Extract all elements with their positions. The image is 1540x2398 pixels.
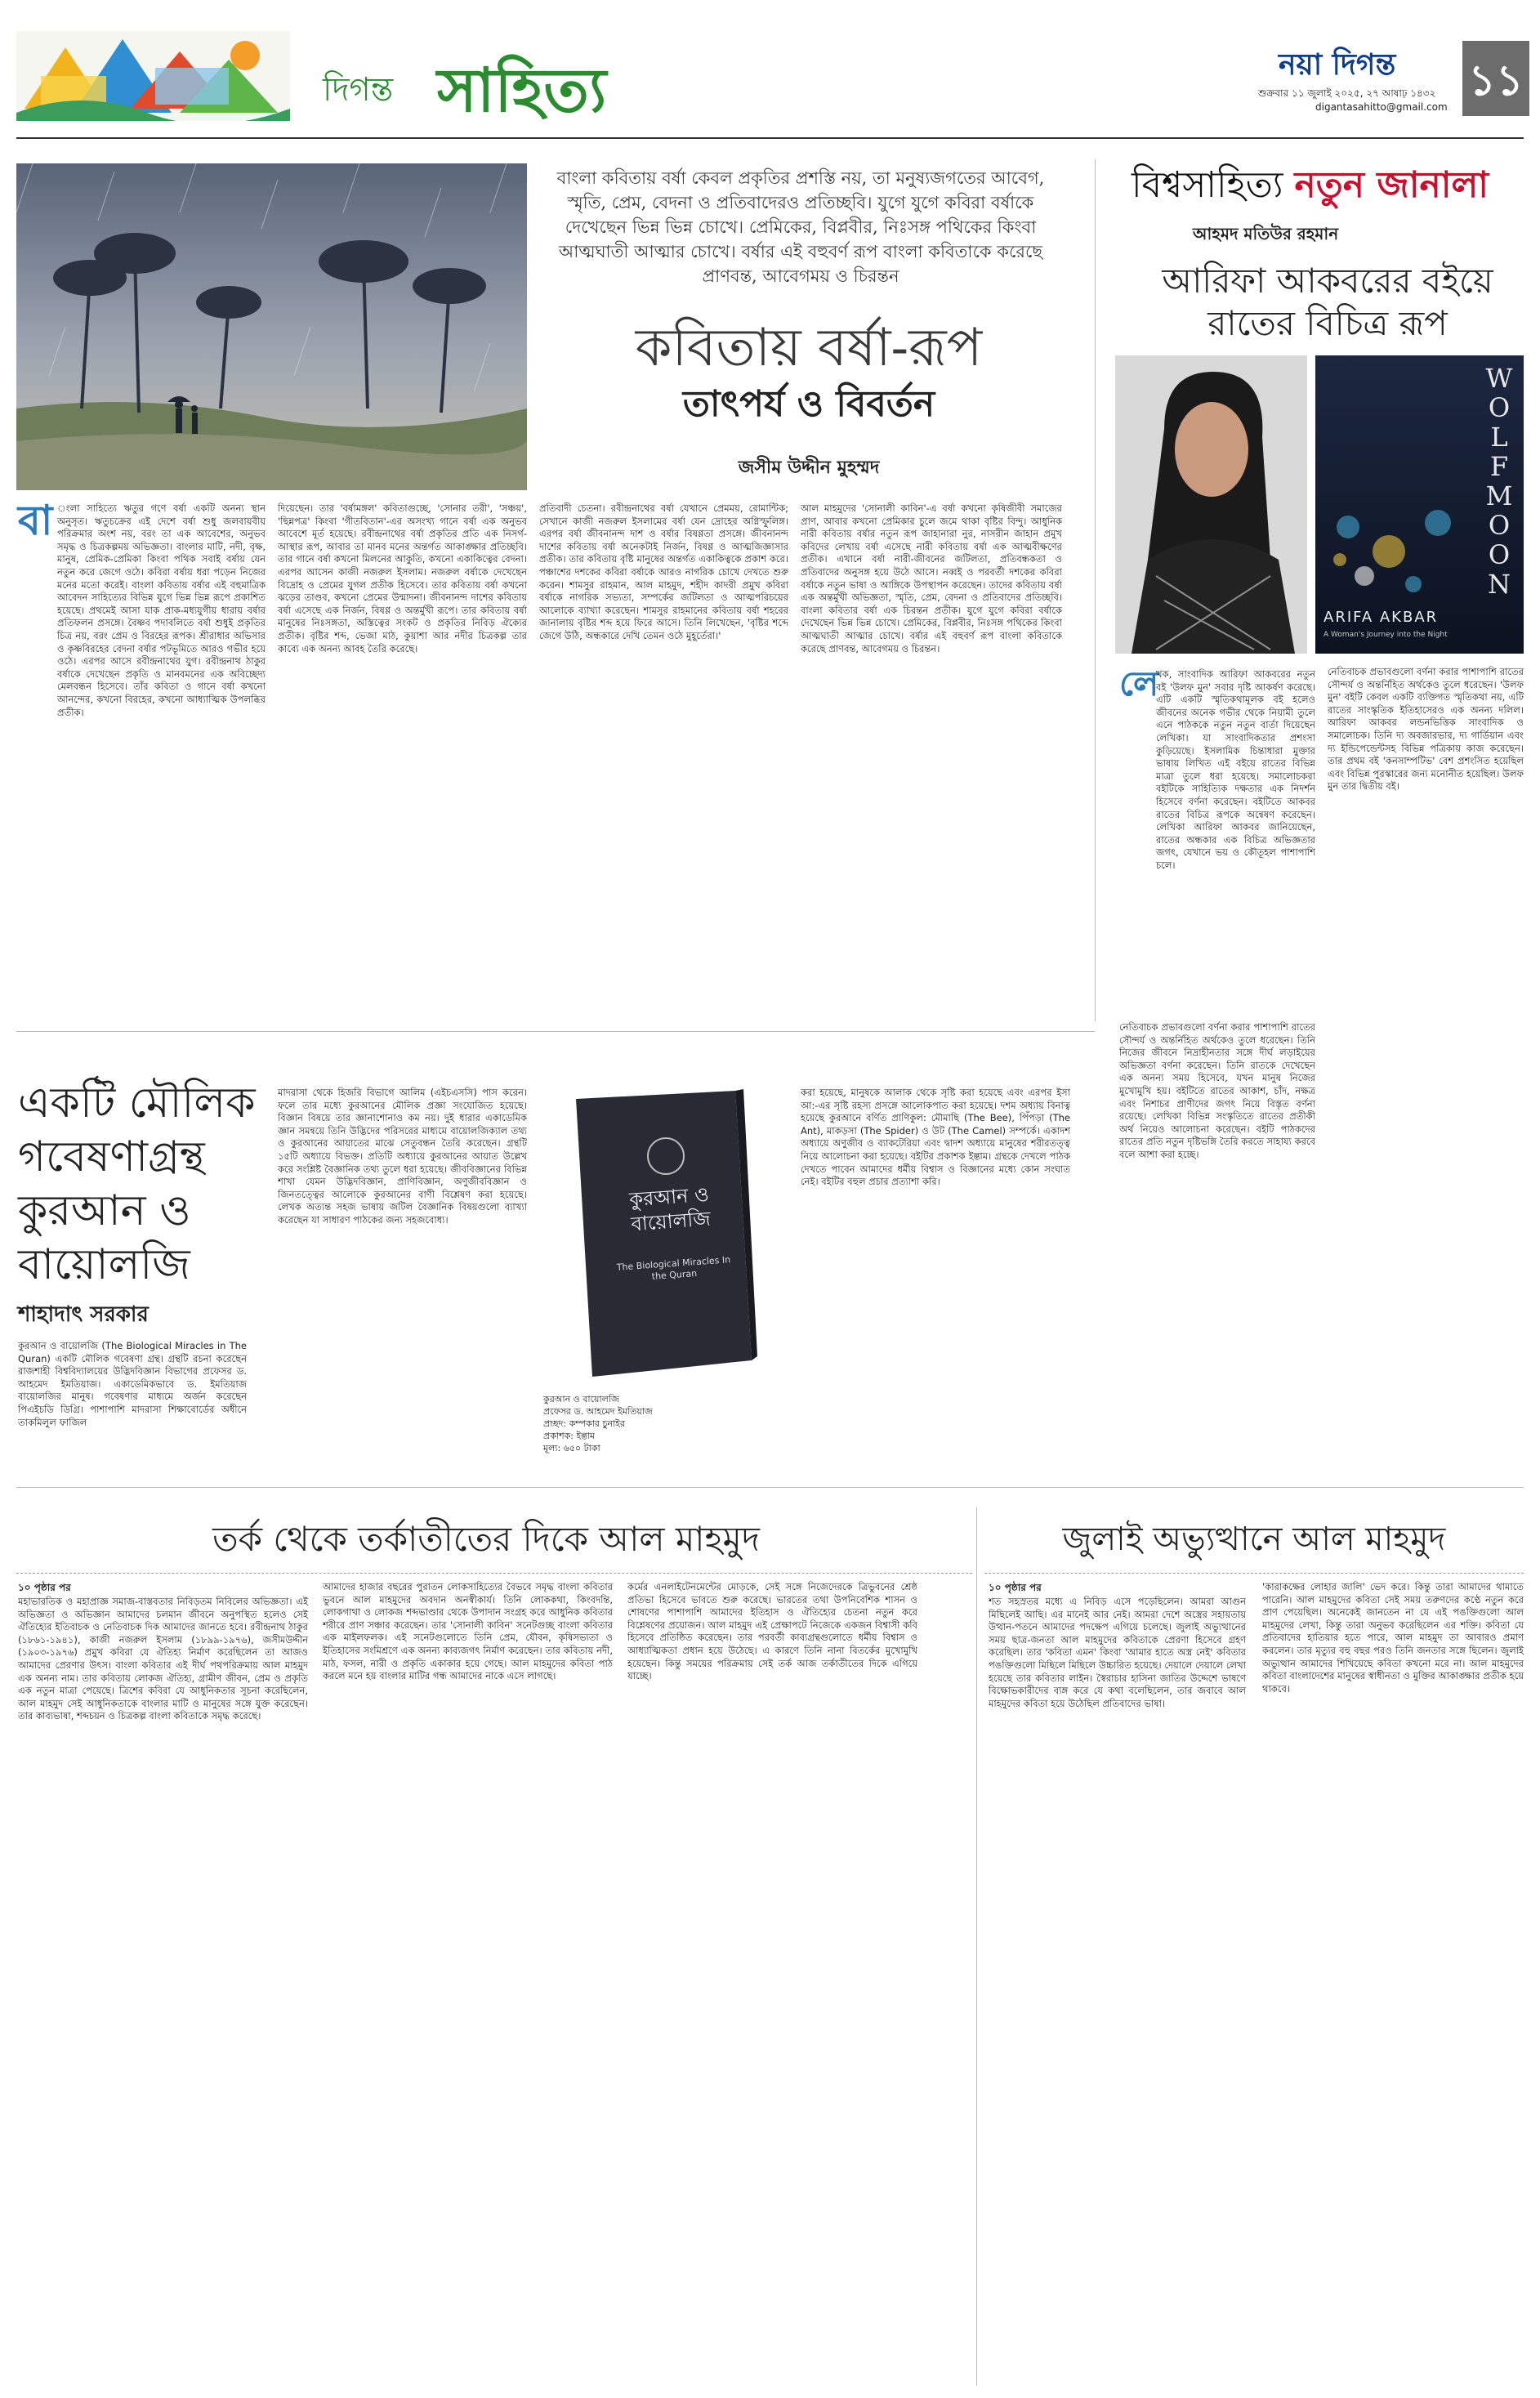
newspaper-logo bbox=[1279, 42, 1395, 92]
book-cover-title: WOLF MOON bbox=[1485, 363, 1515, 600]
caption-line-5: মূল্য: ৬৫০ টাকা bbox=[543, 1443, 600, 1454]
caption-line-3: প্রচ্ছদ: কম্পকার চুনাইর bbox=[543, 1418, 625, 1429]
tarko-col-2: আমাদের হাজার বছরের পুরাতন লোকসাহিত্যের বৈভবে সমৃদ্ধ বাংলা কবিতার ভুবনে আল মাহমুদের অবদান অনস্বীকার্য। তিনি লোককথা, কিংবদন্তি, লোকগাথা ও লোকজ শব্দভাণ্ডার থেকে উপাদান সংগ্রহ করে আধুনিক কবিতার শরীরে প্রাণ সঞ্চার করেছেন। তার 'সোনালী কাবিন' সনেটগুচ্ছ বাংলা কবিতার এক মাইলফলক। এই সনেটগুলোতে তিনি প্রেম, যৌবন, কৃষিসভ্যতা ও ইতিহাসের সংমিশ্রণে এক অনন্য কাব্যজগৎ নির্মাণ করেছেন। তার কবিতায় নদী, মাঠ, ফসল, নারী ও প্রকৃতি একাকার হয়ে গেছে। আল মাহমুদের কবিতা পাঠ করলে মনে হয় বাংলার মাটির গন্ধ আমাদের নাকে এসে লাগছে। bbox=[323, 1581, 613, 1682]
caption-line-4: প্রকাশক: ইল্তাম bbox=[543, 1431, 595, 1441]
quran-author: শাহাদাৎ সরকার bbox=[18, 1302, 149, 1327]
book-cover-subtitle: A Woman's Journey into the Night bbox=[1324, 631, 1448, 639]
barsha-bottom-rule bbox=[16, 1031, 1095, 1032]
barsha-intro: বাংলা কবিতায় বর্ষা কেবল প্রকৃতির প্রশস্তি নয়, তা মনুষ্যজগতের আবেগ, স্মৃতি, প্রেম, বেদনা ও প্রতিবাদেরও প্রতিচ্ছবি। যুগে যুগে কবিরা বর্ষাকে দেখেছেন ভিন্ন ভিন্ন চোখে। প্রেমিকের, বিপ্লবীর, নিঃসঙ্গ পথিকের কিংবা আত্মঘাতী আত্মার চোখে। বর্ষার এই বহুবর্ণ রূপ বাংলা কবিতাকে করেছে প্রাণবন্ত, আবেগময় ও চিরন্তন bbox=[556, 168, 1045, 286]
barsha-drop-cap: বা bbox=[18, 496, 53, 544]
caption-line-1: কুরআন ও বায়োলজি bbox=[543, 1394, 619, 1404]
quran-title-3: কুরআন ও bbox=[18, 1186, 191, 1235]
barsha-title: কবিতায় বর্ষা-রূপ bbox=[635, 318, 983, 378]
section-logo-art bbox=[16, 31, 290, 121]
barsha-col-4: আল মাহমুদের 'সোনালী কাবিন'-এ বর্ষা কখনো কৃষিজীবী সমাজের প্রাণ, আবার কখনো প্রেমিকার চুলে জমে থাকা বৃষ্টির বিন্দু। আধুনিক নারী কবিতায় বর্ষার নতুন রূপ জাহানারা নুর, নাসরীন জাহান প্রমুখ কবিদের লেখায় বর্ষা এসেছে নারী কবিতায় বর্ষা এক আত্মবীক্ষণের প্রতীক। এখানে বর্ষা নারী-জীবনের জটিলতা, প্রতিবন্ধকতা ও প্রতিবাদের অনুসঙ্গ হয়ে উঠে আসে। নব্বই ও পরবর্তী দশকের কবিরা বর্ষাকে নতুন ভাষা ও আঙ্গিকে উপস্থাপন করেছেন। তাদের কবিতায় বর্ষা এক অন্তর্মুখী অভিজ্ঞতা, স্মৃতি, প্রেম, বেদনা ও প্রতিবাদের প্রতিচ্ছবি। বাংলা কবিতার বর্ষা এক চিরন্তন প্রতীক। যুগে যুগে কবিরা বর্ষাকে দেখেছেন ভিন্ন ভিন্ন চোখে। প্রেমিকের, বিপ্লবীর, নিঃসঙ্গ পথিকের কিংবা আত্মঘাতী আত্মার চোখে। বর্ষার এই বহুবর্ণ রূপ বাংলা কবিতাকে করেছে প্রাণবন্ত, আবেগময় ও চিরন্তন। bbox=[801, 502, 1062, 654]
date-line: শুক্রবার ১১ জুলাই ২০২৫, ২৭ আষাঢ় ১৪৩২ bbox=[1258, 87, 1436, 99]
wolfmoon-col-1: খক, সাংবাদিক আরিফা আকবরের নতুন বই 'উলফ মুন' সবার দৃষ্টি আকর্ষণ করেছে। এটি একটি স্মৃতিকথামূলক বই হলেও জীবনের অনেক গভীর থেকে নিয়ামী তুলে এনে পাঠককে নতুন নতুন বার্তা দিয়েছেন লেখিকা। যা সাংবাদিকতার প্রশংসা কুড়িয়েছে। ইসলামিক চিন্তাধারা মুক্তার ভাষায় লিখিত এই বইয়ে রাতের বিভিন্ন মাত্রা তুলে ধরা হয়েছে। সমালোচকরা বইটিকে সাহিত্যিক দক্ষতার এক নিদর্শন হিসেবে বর্ণনা করেছেন। বইটিতে আকবর রাতের বিচিত্র রূপকে অন্বেষণ করেছেন। লেখিকা আরিফা আকবর জানিয়েছেন, রাতের অন্ধকার এক বিচিত্র অভিজ্ঞতার জগৎ, যেখানে ভয় ও কৌতূহল পাশাপাশি চলে। bbox=[1156, 668, 1315, 871]
quran-book-caption bbox=[543, 1393, 764, 1454]
tarko-continued: ১০ পৃষ্ঠার পর bbox=[18, 1582, 71, 1593]
caption-line-2: প্রফেসর ড. আহমেদ ইমতিয়াজ bbox=[543, 1406, 653, 1417]
quran-col-1: কুরআন ও বায়োলজি (The Biological Miracles in The Quran) একটি মৌলিক গবেষণা গ্রন্থ। গ্রন্থটি রচনা করেছেন রাজশাহী বিশ্ববিদ্যালয়ের উদ্ভিদবিজ্ঞান বিভাগের প্রফেসর ড. আহমেদ ইমতিয়াজ। একাডেমিকভাবে ড. ইমতিয়াজ বায়োলজির মানুষ। গবেষণার মাধ্যমে অর্জন করেছেন পিএইচডি ডিগ্রি। পাশাপাশি মাদরাসা শিক্ষাবোর্ডের অধীনে তাকমিলুল ফাজিল bbox=[18, 1340, 247, 1428]
barsha-author: জসীম উদ্দীন মুহম্মদ bbox=[738, 458, 880, 478]
masthead-rule bbox=[16, 137, 1524, 139]
newspaper-name: নয়া দিগন্ত bbox=[1279, 47, 1396, 82]
quran-title-1: একটি মৌলিক bbox=[18, 1078, 256, 1128]
section-name: সাহিত্য bbox=[437, 56, 607, 126]
website: digantasahitto@gmail.com bbox=[1315, 101, 1448, 113]
page-number: ১১ bbox=[1468, 56, 1524, 105]
barsha-col-3: প্রতিবাদী চেতনা। রবীন্দ্রনাথের বর্ষা যেখানে প্রেমময়, রোমান্টিক; সেখানে কাজী নজরুল ইসলামের বর্ষা যেন দ্রোহের অগ্নিস্ফুলিঙ্গ। এরপর বর্ষা জীবনানন্দ দাশ ও বর্ষার বিষণ্ণতা প্রসঙ্গে। জীবনানন্দ দাশের কবিতায় বর্ষা অনেকটাই নির্জন, বিষণ্ণ ও আত্মজিজ্ঞাসার প্রতীক। তার কবিতায় বৃষ্টি মানুষের অন্তর্গত একাকিত্বকে প্রকাশ করে। পঞ্চাশের দশকের কবিরা বর্ষাকে আরও নাগরিক চোখে দেখতে শুরু করেন। শামসুর রাহমান, আল মাহমুদ, শহীদ কাদরী প্রমুখ কবিরা বর্ষাকে নাগরিক সভ্যতা, সম্পর্কের জটিলতা ও আত্মপরিচয়ের আলোকে ব্যাখ্যা করেছেন। শামসুর রাহমানের কবিতায় বর্ষা শহরের জানালায় বৃষ্টির শব্দ হয়ে ফিরে আসে। তিনি লিখেছেন, 'বৃষ্টির শব্দে জেগে উঠি, অন্ধকারে দেখি তেমন ওঠে মুহূর্তেরা।' bbox=[539, 502, 788, 641]
barsha-right-rule bbox=[1095, 159, 1096, 1021]
quran-col-3: করা হয়েছে, মানুষকে আলাক থেকে সৃষ্টি করা হয়েছে এবং এরপর ইসা আ:-এর সৃষ্টি রহস্য প্রসঙ্গে আলোকপাত করা হয়েছে। দশম অধ্যায় বিনাত্ব হয়েছে কুরআনে বর্ণিত প্রাণিকুল: মৌমাছি (The Bee), পিঁপড়া (The Ant), মাকড়সা (The Spider) ও উট (The Camel) সম্পর্কে। একাদশ অধ্যায়ে অণুজীব ও ব্যাকটেরিয়া এবং দ্বাদশ অধ্যায়ে মানুষের শরীরতত্ত্ব নিয়ে আলোচনা করা হয়েছে। বইটির প্রকাশক ইল্তাম। গ্রন্থকে দেখলে পাঠক দেখতে পাবেন আমাদের ধর্মীয় বিশ্বাস ও বিজ্ঞানের মধ্যে কোন সংঘাত নেই। বইটির বহুল প্রচার প্রত্যাশা করি। bbox=[801, 1087, 1070, 1188]
rain-painting bbox=[16, 163, 527, 490]
quran-title-2: গবেষণাগ্রন্থ bbox=[18, 1132, 205, 1181]
wolfmoon-col-2: নেতিবাচক প্রভাবগুলো বর্ণনা করার পাশাপাশি রাতের সৌন্দর্য ও অন্তর্নিহিত অর্থকেও তুলে ধরেছেন। তিনি নিজের জীবনে নিদ্রাহীনতার সঙ্গে দীর্ঘ লড়াইয়ের অভিজ্ঞতা বর্ণনা করেছেন। তিনি রাতকে দেখেছেন এক অনন্য সময় হিসেবে, যখন মানুষ নিজের মুখোমুখি হয়। বইটিতে রাতের আকাশ, চাঁদ, নক্ষত্র এবং নিশাচর প্রাণীদের জগৎ নিয়ে বিস্তৃত বর্ণনা রয়েছে। লেখিকা বিভিন্ন সংস্কৃতিতে রাতের প্রতীকী অর্থ নিয়েও আলোচনা করেছেন। বইটি পাঠকদের রাতের প্রতি নতুন দৃষ্টিভঙ্গি তৈরি করতে সাহায্য করবে বলে আশা করা হচ্ছে। bbox=[1119, 1021, 1315, 1160]
tarko-title: তর্ক থেকে তর্কাতীতের দিকে আল মাহমুদ bbox=[212, 1519, 760, 1559]
author-photo bbox=[1115, 355, 1307, 654]
book-cover-bn-title: কুরআন ও বায়োলজি bbox=[628, 1182, 712, 1236]
wolfmoon-author: আহমদ মতিউর রহমান bbox=[1193, 224, 1339, 243]
barsha-subtitle: তাৎপর্য ও বিবর্তন bbox=[682, 383, 935, 425]
wolfmoon-kicker bbox=[1132, 163, 1489, 208]
tarko-right-rule bbox=[976, 1507, 977, 2386]
quran-title-4: বায়োলজি bbox=[18, 1240, 190, 1289]
july-title-rule bbox=[984, 1573, 1524, 1574]
quran-col-2: মাদরাসা থেকে হিজরি বিভাগে আলিম (এইচএসসি) পাস করেন। ফলে তার মধ্যে কুরআনের মৌলিক প্রজ্ঞা সংযোজিত হয়েছে। বিজ্ঞান বিষয়ে তার জ্ঞানাশোনাও কম নয়। দুই ধারার একাডেমিক জ্ঞান সমন্বয়ে তিনি উদ্ভিদের পরিসরের মাধ্যমে বায়োলজিক্যাল তথ্য ও কুরআনের আয়াতের মাঝে সেতুবন্ধন তৈরি করেছেন। গ্রন্থটি ১৫টি অধ্যায়ে বিভক্ত। প্রতিটি অধ্যায়ে কুরআনের আয়াত উল্লেখ করে সংশ্লিষ্ট বৈজ্ঞানিক তথ্য তুলে ধরা হয়েছে। জীববিজ্ঞানের বিভিন্ন শাখা যেমন উদ্ভিদবিজ্ঞান, প্রাণিবিজ্ঞান, অণুজীববিজ্ঞান ও জিনতত্ত্বের আলোকে কুরআনের বাণী বিশ্লেষণ করা হয়েছে। লেখক অত্যন্ত সহজ ভাষায় জটিল বৈজ্ঞানিক বিষয়গুলো ব্যাখ্যা করেছেন যা সাধারণ পাঠকের জন্য সহজবোধ্য। bbox=[278, 1087, 527, 1226]
wolfmoon-kicker-a: বিশ্বসাহিত্য bbox=[1132, 164, 1283, 206]
tarko-col-3: কর্মের এনলাইটেনমেন্টের মোড়কে, সেই সঙ্গে নিজেদেরকে ত্রিভুবনের শ্রেষ্ঠ প্রতিভা হিসেবে ভাবতে শুরু করেছে। ভারতের তথা উপনিবেশিক শাসন ও শোষণের পাশাপাশি আমাদের ইতিহাস ও ঐতিহ্যের চেতনা নতুন করে বিশ্লেষণের প্রয়োজন। আল মাহমুদ এই প্রেক্ষাপটে নিজেকে একজন বিশ্বাসী কবি হিসেবে প্রতিষ্ঠিত করেছেন। তার পরবর্তী কাব্যগ্রন্থগুলোতে ধর্মীয় বিশ্বাস ও আধ্যাত্মিকতা প্রধান হয়ে উঠেছে। এ কারণে তিনি নানা বিতর্কের মুখোমুখি হয়েছেন। কিন্তু সময়ের পরিক্রমায় সেই তর্ক আজ তর্কাতীতের দিকে এগিয়ে যাচ্ছে। bbox=[627, 1581, 917, 1682]
barsha-col-1: ংলা সাহিত্যে ঋতুর গণে বর্ষা একটি অনন্য স্থান অনুসৃত। ঋতুচক্রের এই দেশে বর্ষা শুধু জলবায়বীয় পরিক্রমার অংশ নয়, বরং তা এক আবেশের, অনুভব সমৃদ্ধ ও চিত্রকল্পময় অভিজ্ঞতা। বাংলার মাটি, নদী, বৃক্ষ, মানুষ, প্রেমিক-প্রেমিকা কিংবা পথিক সবাই বর্ষায় যেন নতুন করে জেগে ওঠে। কবিরা বর্ষায় ধরা পড়েন নিজের মনের মতো করেই। বাংলা কবিতায় বর্ষার এই বহুমাত্রিক আবেদন সাহিত্যের বিভিন্ন যুগে ভিন্ন ভিন্ন রূপে প্রকাশিত হয়েছে। প্রথমেই আসা যাক প্রাক-মধ্যযুগীয় ধারায় বর্ষার প্রতিফলন প্রসঙ্গে। বৈষ্ণব পদাবলিতে বর্ষা শুধুই প্রকৃতির চিত্র নয়, বরং প্রেম ও বিরহের রূপক। শ্রীরাধার অভিসার ও কৃষ্ণবিরহের বেদনা বর্ষার পটভূমিতে আরও গভীর হয়ে ওঠে। এরপর আসে রবীন্দ্রনাথের যুগ। রবীন্দ্রনাথ ঠাকুর বর্ষাকে দেখেছেন প্রকৃতি ও মানবমনের এক অবিচ্ছেদ্য মেলবন্ধন হিসেবে। তাঁর কবিতা ও গানে বর্ষা কখনো আনন্দের, কখনো বিরহের, কখনো আধ্যাত্মিক উপলব্ধির প্রতীক। bbox=[57, 502, 266, 718]
wolfmoon-kicker-b: নতুন জানালা bbox=[1294, 164, 1489, 206]
wolfmoon-col-3: নেতিবাচক প্রভাবগুলো বর্ণনা করার পাশাপাশি রাতের সৌন্দর্য ও অন্তর্নিহিত অর্থকেও তুলে ধরেছেন। 'উলফ মুন' বইটি কেবল একটি ব্যক্তিগত স্মৃতিকথা নয়, এটি রাতের সাংস্কৃতিক ইতিহাসেরও এক অনন্য দলিল। আরিফা আকবর লন্ডনভিত্তিক সাংবাদিক ও সমালোচক। তিনি দ্য অবজারভার, দ্য গার্ডিয়ান এবং দ্য ইন্ডিপেন্ডেন্টসহ বিভিন্ন পত্রিকায় কাজ করেছেন। তার প্রথম বই 'কনসাম্পটিভ' বেশ প্রশংসিত হয়েছিল এবং বিভিন্ন পুরস্কারের জন্য মনোনীত হয়েছিল। উলফ মুন তার দ্বিতীয় বই। bbox=[1328, 666, 1524, 793]
barsha-col-2: দিয়েছেন। তার 'বর্ষামঙ্গল' কবিতাগুচ্ছে, 'সোনার তরী', 'সঞ্চয়', 'ছিন্নপত্র' কিংবা 'গীতবিতান'-এর অসংখ্য গানে বর্ষা এক অনুভব আবেশে মূর্ত হয়েছে। রবীন্দ্রনাথের বর্ষা প্রকৃতির প্রতি এক নিসর্গ-আস্থার রূপ, আবার তা মানব মনের অন্তর্গত আকাঙ্ক্ষার প্রতিচ্ছবি। তার গানে বর্ষা কখনো মিলনের আকুতি, কখনো একাকিত্বের বেদনা। এরপর আসেন কাজী নজরুল ইসলাম। নজরুল বর্ষাকে দেখেছেন বিদ্রোহ ও প্রেমের যুগল প্রতীক হিসেবে। তার কবিতায় বর্ষা কখনো ঝড়ের তাণ্ডব, কখনো প্রেমের উন্মাদনা। জীবনানন্দ দাশের কবিতায় বর্ষা এসেছে এক নির্জন, বিষণ্ণ ও অন্তর্মুখী রূপে। তার কবিতায় বর্ষা মানুষের নিঃসঙ্গতা, অস্তিত্বের সংকট ও প্রকৃতির নিবিড় ঐক্যের প্রতীক। বৃষ্টির শব্দ, ভেজা মাঠ, কুয়াশা আর নদীর চিত্রকল্প তার কাব্যে এক অনন্য আবহ তৈরি করেছে। bbox=[278, 502, 527, 654]
july-col-1: শত সহস্রতর মধ্যে এ নিবিড় এসে পড়েছিলেন। আমরা আগুন মিছিলেই আছি। এর মানেই আর নেই। আমরা দেশে অস্ত্রের সহায়তায় উত্থান-পতনে আমাদের পদক্ষেপ এগিয়ে চলেছে। জুলাই অভ্যুত্থানের সময় ছাত্র-জনতা আল মাহমুদের কবিতাকে প্রেরণা হিসেবে গ্রহণ করেছিল। তার 'কবিতা এমন' কিংবা 'আমার হাতে অস্ত্র নেই' কবিতার পঙক্তিগুলো মিছিলে মিছিলে উচ্চারিত হয়েছে। দেয়ালে দেয়ালে লেখা হয়েছে তার কবিতার লাইন। স্বৈরাচার হাসিনা জাতির উদ্দেশে ভাষণে বিক্ষোভকারীদের ব্যঙ্গ করে যে কথা বলেছিলেন, তার জবাবে আল মাহমুদের কবিতা হয়ে উঠেছিল প্রতিবাদের ভাষা। bbox=[989, 1596, 1246, 1709]
tarko-title-rule bbox=[16, 1573, 972, 1574]
july-title: জুলাই অভ্যুত্থানে আল মাহমুদ bbox=[1062, 1521, 1446, 1558]
wolfmoon-title-1: আরিফা আকবরের বইয়ে bbox=[1162, 261, 1493, 301]
wolfmoon-drop-cap: লে bbox=[1119, 663, 1159, 703]
section-prefix: দিগন্ত bbox=[323, 71, 394, 109]
july-col-2: 'কারাকক্ষের লোহার জালি' ভেদ করে। কিন্তু তারা আমাদের থামাতে পারেনি। আল মাহমুদের কবিতা সেই সময় তরুণদের কণ্ঠে নতুন করে প্রাণ পেয়েছিল। অনেকেই জানতেন না যে এই পঙক্তিগুলো আল মাহমুদের লেখা, কিন্তু তারা অনুভব করেছিলেন এর শক্তি। কবিতা যে প্রতিবাদের হাতিয়ার হতে পারে, আল মাহমুদ তা আবারও প্রমাণ করলেন। তার মৃত্যুর বহু বছর পরও তিনি জনতার সঙ্গে ছিলেন। জুলাই অভ্যুত্থান আমাদের শিখিয়েছে কবিতা কখনো মরে না। আল মাহমুদের কবিতা বাংলাদেশের মানুষের স্বাধীনতা ও মুক্তির আকাঙ্ক্ষার প্রতীক হয়ে থাকবে। bbox=[1262, 1581, 1524, 1695]
book-cover-en-title: The Biological Miracles In the Quran bbox=[616, 1254, 731, 1282]
quran-bottom-rule bbox=[16, 1487, 1524, 1488]
masthead bbox=[0, 0, 1540, 126]
july-continued: ১০ পৃষ্ঠার পর bbox=[989, 1582, 1042, 1593]
wolfmoon-title-2: রাতের বিচিত্র রূপ bbox=[1207, 303, 1448, 343]
tarko-col-1: মহাভারতিক ও মহাপ্রাজ্ঞ সমাজ-বাস্তবতার নিবিড়তম নিবিলের অভিজ্ঞতা। এই অভিজ্ঞতা ও অভিজ্ঞান আমাদের চলমান জীবনে অনুপস্থিত হলেও সেই ঐতিহ্যের ইতিবাচক ও নেতিবাচক দিক আমাদের জানতে হবে। রবীন্দ্রনাথ ঠাকুর (১৮৬১-১৯৪১), কাজী নজরুল ইসলাম (১৮৯৯-১৯৭৬), জসীমউদ্দীন (১৯০৩-১৯৭৬) প্রমুখ কবিরা যে ঐতিহ্য নির্মাণ করেছিলেন তা আজও আমাদের প্রেরণার উৎস। বাংলা কবিতার এই দীর্ঘ পথপরিক্রমায় আল মাহমুদ এক অনন্য নাম। তার কবিতায় লোকজ ঐতিহ্য, গ্রামীণ জীবন, প্রেম ও প্রকৃতি এক নতুন মাত্রা পেয়েছে। ত্রিশের কবিরা যে আধুনিকতার সূচনা করেছিলেন, আল মাহমুদ সেই আধুনিকতাকে বাংলার মাটি ও মানুষের সঙ্গে যুক্ত করেছেন। তার কাব্যভাষা, শব্দচয়ন ও চিত্রকল্প বাংলা কবিতাকে সমৃদ্ধ করেছে। bbox=[18, 1596, 308, 1722]
book-cover-author: ARIFA AKBAR bbox=[1324, 609, 1439, 626]
